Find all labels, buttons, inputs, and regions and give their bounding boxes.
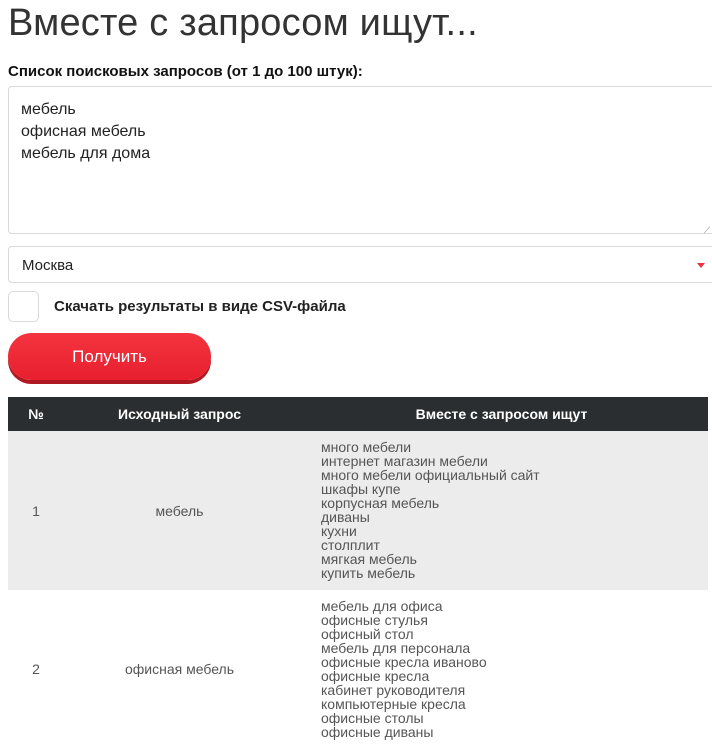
queries-textarea[interactable] bbox=[8, 86, 712, 234]
resize-grip-icon[interactable]: ⟋ bbox=[704, 225, 711, 235]
column-header-query: Исходный запрос bbox=[64, 397, 295, 431]
related-query-item: мебель для персонала bbox=[321, 640, 471, 656]
column-header-related: Вместе с запросом ищут bbox=[295, 397, 708, 431]
table-row bbox=[8, 431, 708, 590]
queries-list-label: Список поисковых запросов (от 1 до 100 штук): bbox=[8, 63, 363, 80]
related-query-item: офисные кресла иваново bbox=[321, 654, 487, 670]
related-query-item: кабинет руководителя bbox=[321, 682, 466, 698]
results-table bbox=[8, 397, 708, 748]
row-related-list bbox=[295, 431, 708, 590]
csv-checkbox[interactable] bbox=[8, 291, 39, 322]
related-query-item: офисные столы bbox=[321, 710, 424, 726]
submit-button[interactable]: Получить bbox=[8, 333, 211, 380]
row-number: 1 bbox=[8, 431, 64, 590]
caret-down-icon bbox=[697, 263, 705, 268]
column-header-number: № bbox=[8, 397, 64, 431]
related-query-item: шкафы купе bbox=[321, 481, 401, 497]
related-query-item: офисные кресла bbox=[321, 668, 430, 684]
row-number: 2 bbox=[8, 590, 64, 748]
related-query-item: офисные стулья bbox=[321, 612, 428, 628]
row-related-list bbox=[295, 590, 708, 748]
table-row bbox=[8, 590, 708, 748]
related-query-item: мягкая мебель bbox=[321, 551, 417, 567]
related-query-item: интернет магазин мебели bbox=[321, 453, 488, 469]
region-select[interactable] bbox=[8, 246, 712, 283]
related-query-item: много мебели официальный сайт bbox=[321, 467, 540, 483]
related-query-item: корпусная мебель bbox=[321, 495, 440, 511]
row-query: офисная мебель bbox=[64, 590, 295, 748]
row-query: мебель bbox=[64, 431, 295, 590]
csv-checkbox-label[interactable]: Скачать результаты в виде CSV-файла bbox=[54, 298, 346, 315]
related-query-item: мебель для офиса bbox=[321, 598, 443, 614]
related-query-item: купить мебель bbox=[321, 565, 416, 581]
related-query-item: диваны bbox=[321, 509, 370, 525]
related-query-item: компьютерные кресла bbox=[321, 696, 466, 712]
region-select-value: Москва bbox=[22, 257, 74, 274]
related-query-item: много мебели bbox=[321, 439, 412, 455]
page-title: Вместе с запросом ищут... bbox=[8, 2, 478, 44]
related-query-item: офисные диваны bbox=[321, 724, 434, 740]
related-query-item: офисный стол bbox=[321, 626, 414, 642]
table-header-row bbox=[8, 397, 708, 431]
related-query-item: столплит bbox=[321, 537, 380, 553]
related-query-item: кухни bbox=[321, 523, 357, 539]
